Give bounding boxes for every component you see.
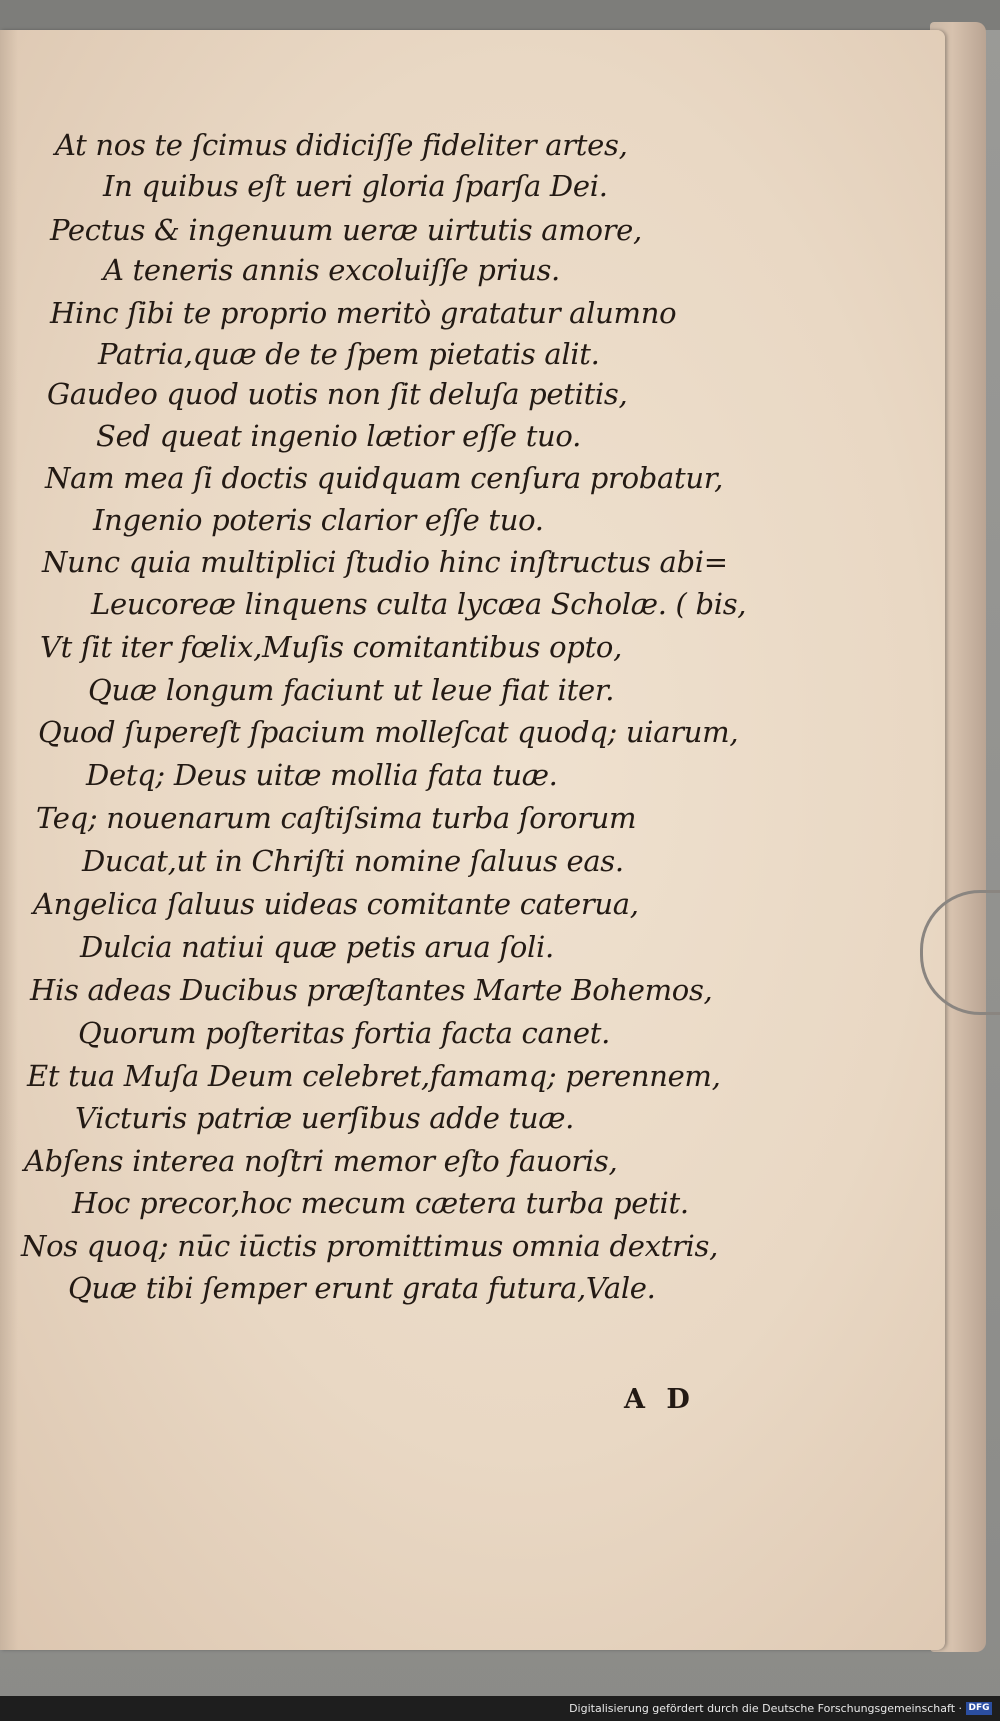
dfg-logo-icon: DFG [966, 1702, 992, 1715]
verse-line: Victuris patriæ uerſibus adde tuæ. [75, 1101, 575, 1135]
digitization-credit: Digitalisierung gefördert durch die Deutsche Forschungsgemeinschaft · [569, 1702, 962, 1715]
verse-line: Abſens interea noſtri memor eſto fauoris, [24, 1144, 618, 1178]
verse-line: Quæ longum faciunt ut leue fiat iter. [88, 673, 615, 707]
verse-line: Gaudeo quod uotis non ſit deluſa petitis, [47, 377, 628, 411]
verse-line: A teneris annis excoluiſſe prius. [103, 253, 560, 287]
verse-line: Teq; nouenarum caſtiſsima turba ſororum [36, 801, 637, 835]
verse-line: Nos quoq; nūc iūctis promittimus omnia dextris, [21, 1229, 719, 1263]
verse-line: Ducat,ut in Chriſti nomine ſaluus eas. [82, 844, 624, 878]
verse-line: Et tua Muſa Deum celebret,famamq; perennem, [27, 1059, 721, 1093]
catchword: A D [624, 1384, 696, 1415]
verse-line: Nam mea ſi doctis quidquam cenſura probatur, [45, 461, 724, 495]
verse-line: Hoc precor,hoc mecum cætera turba petit. [72, 1186, 689, 1220]
verse-line: Detq; Deus uitæ mollia fata tuæ. [86, 758, 558, 792]
verse-line: Angelica ſaluus uideas comitante caterua, [33, 887, 639, 921]
verse-line: Quod ſupereſt ſpacium molleſcat quodq; uiarum, [38, 715, 739, 749]
verse-line: Pectus & ingenuum ueræ uirtutis amore, [50, 213, 642, 247]
verse-line: Dulcia natiui quæ petis arua ſoli. [80, 930, 554, 964]
verse-line: Nunc quia multiplici ſtudio hinc inſtructus abi= [42, 545, 728, 579]
verse-line: Quorum poſteritas fortia facta canet. [78, 1016, 610, 1050]
page-gutter-shadow [0, 30, 18, 1650]
verse-line: Ingenio poteris clarior eſſe tuo. [93, 503, 544, 537]
verse-line: In quibus eſt ueri gloria ſparſa Dei. [103, 169, 608, 203]
verse-line: Patria,quæ de te ſpem pietatis alit. [98, 337, 600, 371]
verse-line: Sed queat ingenio lætior eſſe tuo. [96, 419, 581, 453]
verse-line: Hinc ſibi te proprio meritò gratatur alumno [50, 296, 677, 330]
scanner-bed-top [0, 0, 1000, 30]
verse-line: His adeas Ducibus præſtantes Marte Bohemos, [30, 973, 713, 1007]
verse-line: Leucoreæ linquens culta lycæa Scholæ. ( bis, [91, 587, 747, 621]
verse-line: At nos te ſcimus didiciſſe fideliter artes, [55, 128, 628, 162]
verse-line: Vt ſit iter fœlix,Muſis comitantibus opto, [40, 630, 622, 664]
verse-line: Quæ tibi ſemper erunt grata futura,Vale. [68, 1271, 656, 1305]
